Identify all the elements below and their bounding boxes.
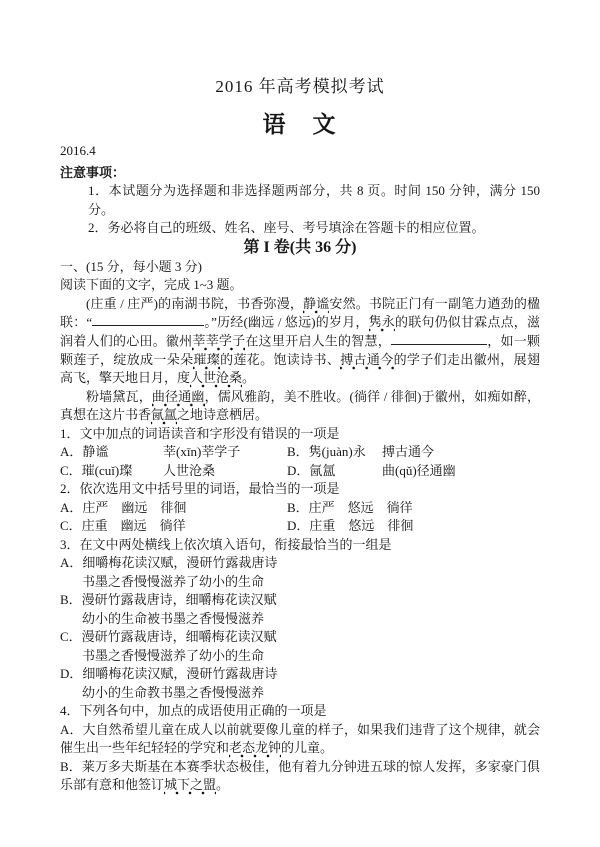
text-run: ，儒风雅韵，美不胜收。(徜徉 / 徘徊)于徽州，如痴如醉，真想在这片书香 [60, 388, 540, 423]
option-cell: C．庄重 幽远 徜徉 [60, 518, 186, 534]
option-text: 漫研竹露裁唐诗，细嚼梅花读汉赋 [81, 629, 277, 645]
question-4-option-a [60, 721, 540, 758]
text-run: 。 [216, 777, 230, 793]
text-run: 。”历经(幽远 / 悠远)的岁月， [204, 314, 369, 330]
emphasized-text: 氤氲 [151, 407, 177, 425]
option-text: 细嚼梅花读汉赋，漫研竹露裁唐诗 [82, 555, 278, 571]
emphasized-text: 璀璨 [193, 352, 220, 370]
option-cell: B．庄严 悠远 徜徉 [287, 499, 413, 515]
text-run: ，如一颗颗莲子，绽放成一朵朵 [60, 333, 540, 367]
emphasized-text: 曲径通幽 [152, 389, 205, 407]
option-label: C． [60, 629, 82, 645]
text-run: 的儿童。 [281, 740, 334, 756]
question-1-stem: 1．文中加点的词语读音和字形没有错误的一项是 [60, 425, 340, 441]
option-cell: A．静谧 [60, 444, 109, 460]
emphasized-text: 人世沧桑 [190, 370, 242, 388]
exam-title: 2016 年高考模拟考试 [215, 77, 385, 96]
option-cell: 曲(qǔ)径通幽 [382, 462, 456, 478]
option-text: 漫研竹露裁唐诗，细嚼梅花读汉赋 [81, 592, 277, 608]
notice-heading: 注意事项： [60, 164, 126, 180]
notice-item-1: 1．本试题分为选择题和非选择题两部分，共 8 页。时间 150 分钟，满分 150 分。 [88, 183, 540, 217]
question-2-options-row-2 [60, 517, 540, 536]
option-cell: 搏古通今 [382, 444, 435, 460]
text-run: B．莱万多夫斯基在本赛季状态极佳，他有着九分钟进五球的惊人发挥，多家豪门俱乐部有意和他签订 [60, 758, 540, 793]
text-run: 之地诗意栖居。 [177, 407, 269, 423]
text-run: 粉墙黛瓦， [86, 388, 152, 404]
text-run: 的联句仍似甘霖点点，滋润着人们的心田。徽州 [60, 314, 540, 349]
option-label: D． [60, 666, 83, 682]
option-line [60, 665, 540, 684]
text-run: 。 [242, 370, 256, 386]
text-run: 安然。书院正门有一副笔力遒劲的楹联： [60, 295, 540, 330]
question-1-options-row-2 [60, 462, 540, 481]
answer-blank [92, 313, 204, 326]
part-heading: 一、(15 分，每小题 3 分) [60, 258, 202, 274]
exam-body [60, 164, 540, 795]
option-line [60, 554, 540, 573]
emphasized-text: 搏古通今 [340, 352, 393, 370]
option-text: 细嚼梅花读汉赋，漫研竹露裁唐诗 [82, 666, 278, 682]
option-label: B． [60, 592, 82, 608]
question-2-stem: 2．依次选用文中括号里的词语，最恰当的一项是 [60, 481, 340, 497]
reading-instruction: 阅读下面的文字，完成 1~3 题。 [60, 277, 243, 292]
option-line: 书墨之香慢慢滋养了幼小的生命 [82, 647, 265, 663]
question-3-option-d [60, 665, 540, 702]
option-line [60, 591, 540, 610]
text-run: 在这里开启人生的智慧， [245, 333, 392, 349]
question-4-stem: 4．下列各句中，加点的成语使用正确的一项是 [60, 703, 327, 719]
option-cell: D．庄重 悠远 徘徊 [287, 518, 414, 534]
option-cell: B．隽(juàn)永 [287, 444, 366, 460]
question-3-option-c [60, 628, 540, 665]
answer-blank [391, 332, 487, 345]
option-line [60, 628, 540, 647]
option-cell: 莘(xīn)莘学子 [163, 444, 241, 460]
option-label: A． [60, 555, 83, 571]
emphasized-text: 静谧 [303, 296, 329, 314]
option-line: 幼小的生命教书墨之香慢慢滋养 [82, 684, 265, 700]
option-cell: A．庄严 幽远 徘徊 [60, 499, 187, 515]
question-2-options-row-1 [60, 499, 540, 518]
question-1-options-row-1 [60, 443, 540, 462]
text-run: A．大自然希望儿童在成人以前就要像儿童的样子，如果我们违背了这个规律，就会催生出一些年纪轻轻的学究和 [60, 721, 540, 756]
emphasized-text: 隽永 [369, 314, 395, 332]
option-cell: 人世沧桑 [163, 462, 216, 478]
emphasized-text: 老态龙钟 [229, 740, 281, 758]
passage-paragraph-1 [60, 295, 540, 388]
option-line: 幼小的生命被书墨之香慢慢滋养 [82, 610, 265, 626]
section-heading: 第 I 卷(共 36 分) [243, 238, 357, 256]
text-run: “ [86, 314, 93, 330]
option-cell: D．氤氲 [287, 462, 336, 478]
emphasized-text: 莘莘学子 [192, 333, 245, 351]
exam-subject: 语 文 [262, 112, 338, 137]
notice-item-2: 2．务必将自己的班级、姓名、座号、考号填涂在答题卡的相应位置。 [88, 220, 485, 235]
question-3-option-a [60, 554, 540, 591]
question-3-option-b [60, 591, 540, 628]
option-line: 书墨之香慢慢滋养了幼小的生命 [82, 573, 265, 589]
option-cell: C．璀(cuǐ)璨 [60, 462, 133, 478]
text-run: 的学子们走出徽州，展翅高飞，擎天地日月，度 [60, 351, 540, 386]
text-run: (庄重 / 庄严)的南湖书院，书香弥漫， [86, 295, 304, 311]
passage-paragraph-2 [60, 388, 540, 425]
text-run: 的莲花。饱读诗书、 [220, 351, 341, 367]
exam-date: 2016.4 [60, 143, 96, 158]
question-3-stem: 3．在文中两处横线上依次填入语句，衔接最恰当的一组是 [60, 536, 392, 552]
emphasized-text: 城下之盟 [164, 777, 216, 795]
question-4-option-b [60, 758, 540, 795]
